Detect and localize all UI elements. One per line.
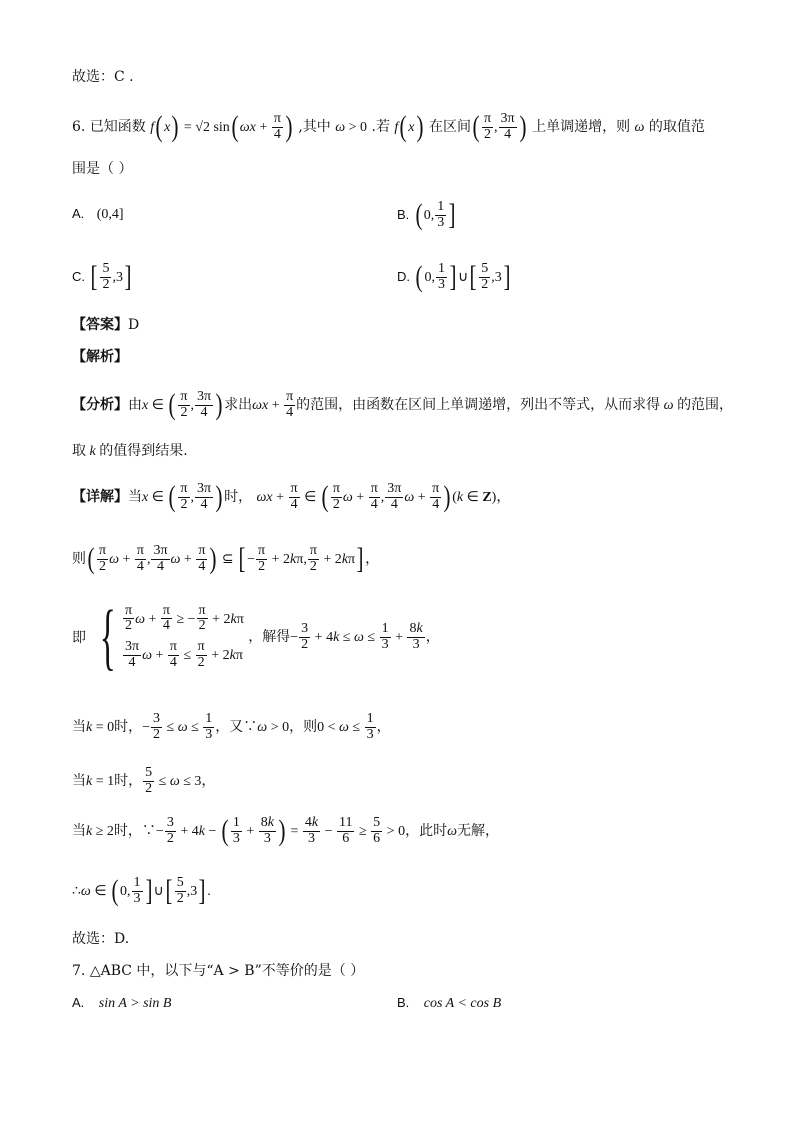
q6-stem-part: 上单调递增，则 bbox=[532, 119, 631, 136]
option-label: A. bbox=[72, 995, 85, 1010]
text: 时， bbox=[114, 719, 143, 736]
analysis-sub-tag: 【分析】 bbox=[72, 397, 128, 414]
text: ，此时 bbox=[405, 823, 448, 840]
option-label: B. bbox=[397, 207, 410, 223]
q6-stem-part: ,其中 bbox=[298, 119, 331, 136]
detail-line2: 则( $\frac{\pi}{2}$ ω + $\frac{\pi}{4}$ , $\frac{3\pi}{4}$ ω + $\frac{\pi}{4}$ ) ⊆ [ − $\frac{\pi}{2}$ + 2kπ, $\frac{\pi}{2}$ + 2kπ] ， bbox=[72, 542, 380, 576]
q6-stem-part: 已知函数 bbox=[89, 119, 146, 136]
case-k1: 当k = 1时， $\frac{5}{2}$ ≤ ω ≤ 3， bbox=[72, 765, 216, 796]
option-a-text: (0,4] bbox=[96, 207, 124, 222]
detail-line1: 【详解】当x ∈ ( $\frac{\pi}{2}$ , $\frac{3\pi}{4}$ ) 时， ωx + $\frac{\pi}{4}$ ∈ ( $\frac{\pi}{2}$ ω + $\frac{\pi}{4}$ , $\frac{3\pi}{4}$ ω + $\frac{\pi}{4}$ ) (k ∈ Z)， bbox=[72, 480, 511, 514]
text: 当 bbox=[128, 489, 142, 506]
final-result: ∴ω ∈ ( 0, $\frac{1}{3}$ ] ∪[ $\frac{5}{2}$ ,3] . bbox=[72, 874, 211, 908]
q6-stem-part: .若 bbox=[371, 119, 390, 136]
answer-tag: 【答案】 bbox=[72, 317, 128, 333]
text: 求出 bbox=[224, 397, 253, 414]
answer-line bbox=[72, 318, 139, 332]
text: 时， bbox=[224, 489, 253, 506]
previous-answer: 故选：C . bbox=[72, 69, 134, 85]
text: 当 bbox=[72, 823, 86, 840]
text: 则 bbox=[72, 551, 86, 568]
q6-stem-line1: 6. 已知函数 f( x) = √2 sin( ωx + $\frac{\pi}{4}$ ) ,其中 ω > 0 .若 f( x) 在区间( $\frac{\pi}{2}$ , $\frac{3\pi}{4}$ ) 上单调递增，则 ω 的取值范 bbox=[72, 110, 705, 144]
text: 的范围， bbox=[677, 397, 734, 414]
fraction: $\frac{\pi}{4}$ bbox=[273, 111, 281, 142]
detail-tag: 【详解】 bbox=[72, 489, 128, 506]
q7-stem-text: △ABC 中，以下与“A > B”不等价的是（ ） bbox=[89, 963, 365, 979]
q6-number: 6. bbox=[72, 119, 86, 136]
inequality-system: 即 { $\frac{\pi}{2}$ ω + $\frac{\pi}{4}$ ≥ − $\frac{\pi}{2}$ + 2kπ $\frac{3\pi}{4}$ ω + $\frac{\pi}{4}$ ≤ $\frac{\pi}{2}$ + 2kπ ，解得− $\frac{3}{2}$ + 4k ≤ ω ≤ $\frac{1}{3}$ + $\frac{8k}{3}$ ， bbox=[72, 596, 440, 678]
text: 无解， bbox=[456, 823, 499, 840]
answer-value: D bbox=[128, 317, 140, 333]
option-label: D. bbox=[397, 269, 410, 285]
option-label: B. bbox=[397, 995, 410, 1010]
text: 当 bbox=[72, 773, 86, 790]
q6-option-b: B. ( 0, $\frac{1}{3}$ ] bbox=[397, 198, 456, 232]
q6-stem-part: 在区间 bbox=[428, 119, 471, 136]
option-a-text: sin A > sin B bbox=[98, 996, 172, 1011]
q7-option-b bbox=[397, 995, 501, 1012]
option-label: A. bbox=[72, 206, 85, 221]
text: 的值得到结果. bbox=[99, 443, 188, 459]
text: 时，∵ bbox=[113, 823, 156, 840]
analysis-tag: 【解析】 bbox=[72, 349, 128, 365]
text: ∴ bbox=[72, 883, 81, 900]
q7-number: 7. bbox=[72, 963, 86, 979]
option-label: C. bbox=[72, 269, 85, 285]
q7-stem bbox=[72, 964, 364, 978]
q6-stem-part: 的取值范 bbox=[648, 119, 705, 136]
text: ，解得 bbox=[248, 629, 291, 645]
case-k2: 当k ≥ 2时，∵− $\frac{3}{2}$ + 4k − ( $\frac{1}{3}$ + $\frac{8k}{3}$ ) = $\frac{4k}{3}$ − $\frac{11}{6}$ ≥ $\frac{5}{6}$ > 0，此时ω无解， bbox=[72, 814, 499, 848]
text: 时， bbox=[114, 773, 143, 790]
q6-stem-line2: 围是（ ） bbox=[72, 161, 133, 177]
analysis-line1: 【分析】由x ∈ ( $\frac{\pi}{2}$ , $\frac{3\pi}{4}$ ) 求出ωx + $\frac{\pi}{4}$ 的范围，由函数在区间上单调递增，列出不等式，从而求得 ω 的范围， bbox=[72, 388, 734, 422]
text: 的范围，由函数在区间上单调递增，列出不等式，从而求得 bbox=[296, 397, 661, 414]
conclusion: 故选：D. bbox=[72, 931, 130, 947]
case-k0: 当k = 0时，− $\frac{3}{2}$ ≤ ω ≤ $\frac{1}{3}$ ，又∵ω > 0，则0 < ω ≤ $\frac{1}{3}$ ， bbox=[72, 711, 391, 742]
q6-option-a bbox=[72, 206, 124, 223]
text: ，又∵ bbox=[215, 719, 258, 736]
text: 即 bbox=[72, 630, 86, 646]
option-b-text: cos A < cos B bbox=[423, 996, 502, 1011]
q6-option-d: D. ( 0, $\frac{1}{3}$ ] ∪[ $\frac{5}{2}$ ,3] bbox=[397, 260, 511, 294]
text: 当 bbox=[72, 719, 86, 736]
analysis-line2: 取 k 的值得到结果. bbox=[72, 443, 188, 459]
q7-option-a bbox=[72, 995, 171, 1012]
text: 由 bbox=[128, 397, 142, 414]
q6-option-c: C. [ $\frac{5}{2}$ ,3] bbox=[72, 260, 132, 294]
formula-fx: f bbox=[150, 120, 155, 136]
text: ，则 bbox=[289, 719, 318, 736]
text: 取 bbox=[72, 443, 86, 459]
